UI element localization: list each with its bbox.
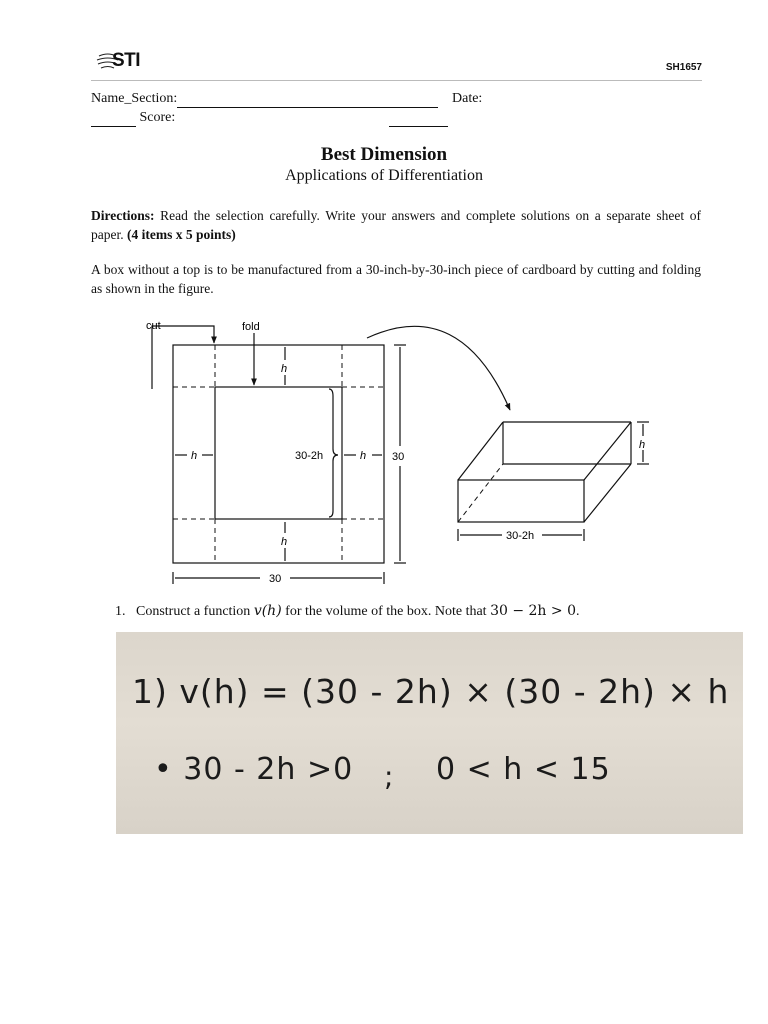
- h-label-right: h: [360, 450, 367, 462]
- handwritten-answer-photo: [116, 632, 743, 834]
- handwritten-line-2a: • 30 - 2h >0: [154, 752, 354, 787]
- h-label-bottom: h: [281, 536, 288, 548]
- name-blank[interactable]: [177, 91, 438, 108]
- cut-label: cut: [146, 320, 161, 332]
- handwritten-line-2c: 0 < h < 15: [436, 752, 611, 787]
- directions-label: Directions:: [91, 208, 155, 223]
- box-height-label: h: [639, 439, 646, 451]
- question-1-condition: 30 − 2h > 0: [490, 603, 576, 619]
- handwritten-line-1: 1) v(h) = (30 - 2h) × (30 - 2h) × h: [132, 672, 730, 711]
- question-1-number: 1.: [115, 604, 126, 619]
- score-field: [91, 110, 175, 127]
- directions-text: Read the selection carefully. Write your answers and complete solutions on a separate sheet of paper.: [91, 208, 701, 242]
- cardboard-outline: [173, 345, 384, 563]
- header-rule: [91, 80, 702, 81]
- date-label: Date:: [452, 91, 483, 106]
- cut-arrow: [152, 326, 214, 389]
- fold-label: fold: [242, 321, 260, 333]
- question-1: [115, 603, 580, 620]
- directions-paragraph: [91, 207, 701, 244]
- page-title: Best Dimension: [320, 144, 448, 165]
- h-label-left: h: [191, 450, 198, 462]
- question-1-text-c: .: [576, 604, 580, 619]
- inner-dimension-label: 30-2h: [295, 450, 324, 462]
- inner-brace: [329, 389, 338, 517]
- question-1-text-b: for the volume of the box. Note that: [281, 604, 491, 619]
- score-blank-left[interactable]: [91, 110, 136, 127]
- h-label-top: h: [281, 363, 288, 375]
- document-code: SH1657: [665, 62, 702, 73]
- page-subtitle: Applications of Differentiation: [285, 167, 483, 184]
- bottom-dimension-label: 30: [269, 573, 282, 585]
- question-1-text-a: Construct a function: [136, 604, 254, 619]
- side-dimension-label: 30: [392, 451, 405, 463]
- name-section-label: Name_Section:: [91, 91, 178, 106]
- directions-points: (4 items x 5 points): [127, 226, 236, 242]
- score-label: Score:: [139, 110, 176, 125]
- problem-paragraph: A box without a top is to be manufactured from a 30-inch-by-30-inch piece of cardboard by cutting and folding as shown in the figure.: [91, 262, 701, 296]
- fold-to-box-arrow: [367, 326, 510, 410]
- question-1-function: v(h): [253, 603, 282, 619]
- box-figure: [130, 310, 650, 590]
- date-blank[interactable]: [389, 112, 448, 127]
- box-base-label: 30-2h: [506, 530, 535, 542]
- box-3d: [458, 422, 631, 522]
- handwritten-line-2b: ;: [384, 760, 395, 793]
- name-section-field: [91, 91, 438, 108]
- sti-logo: [96, 48, 156, 74]
- logo-text: STI: [112, 50, 141, 71]
